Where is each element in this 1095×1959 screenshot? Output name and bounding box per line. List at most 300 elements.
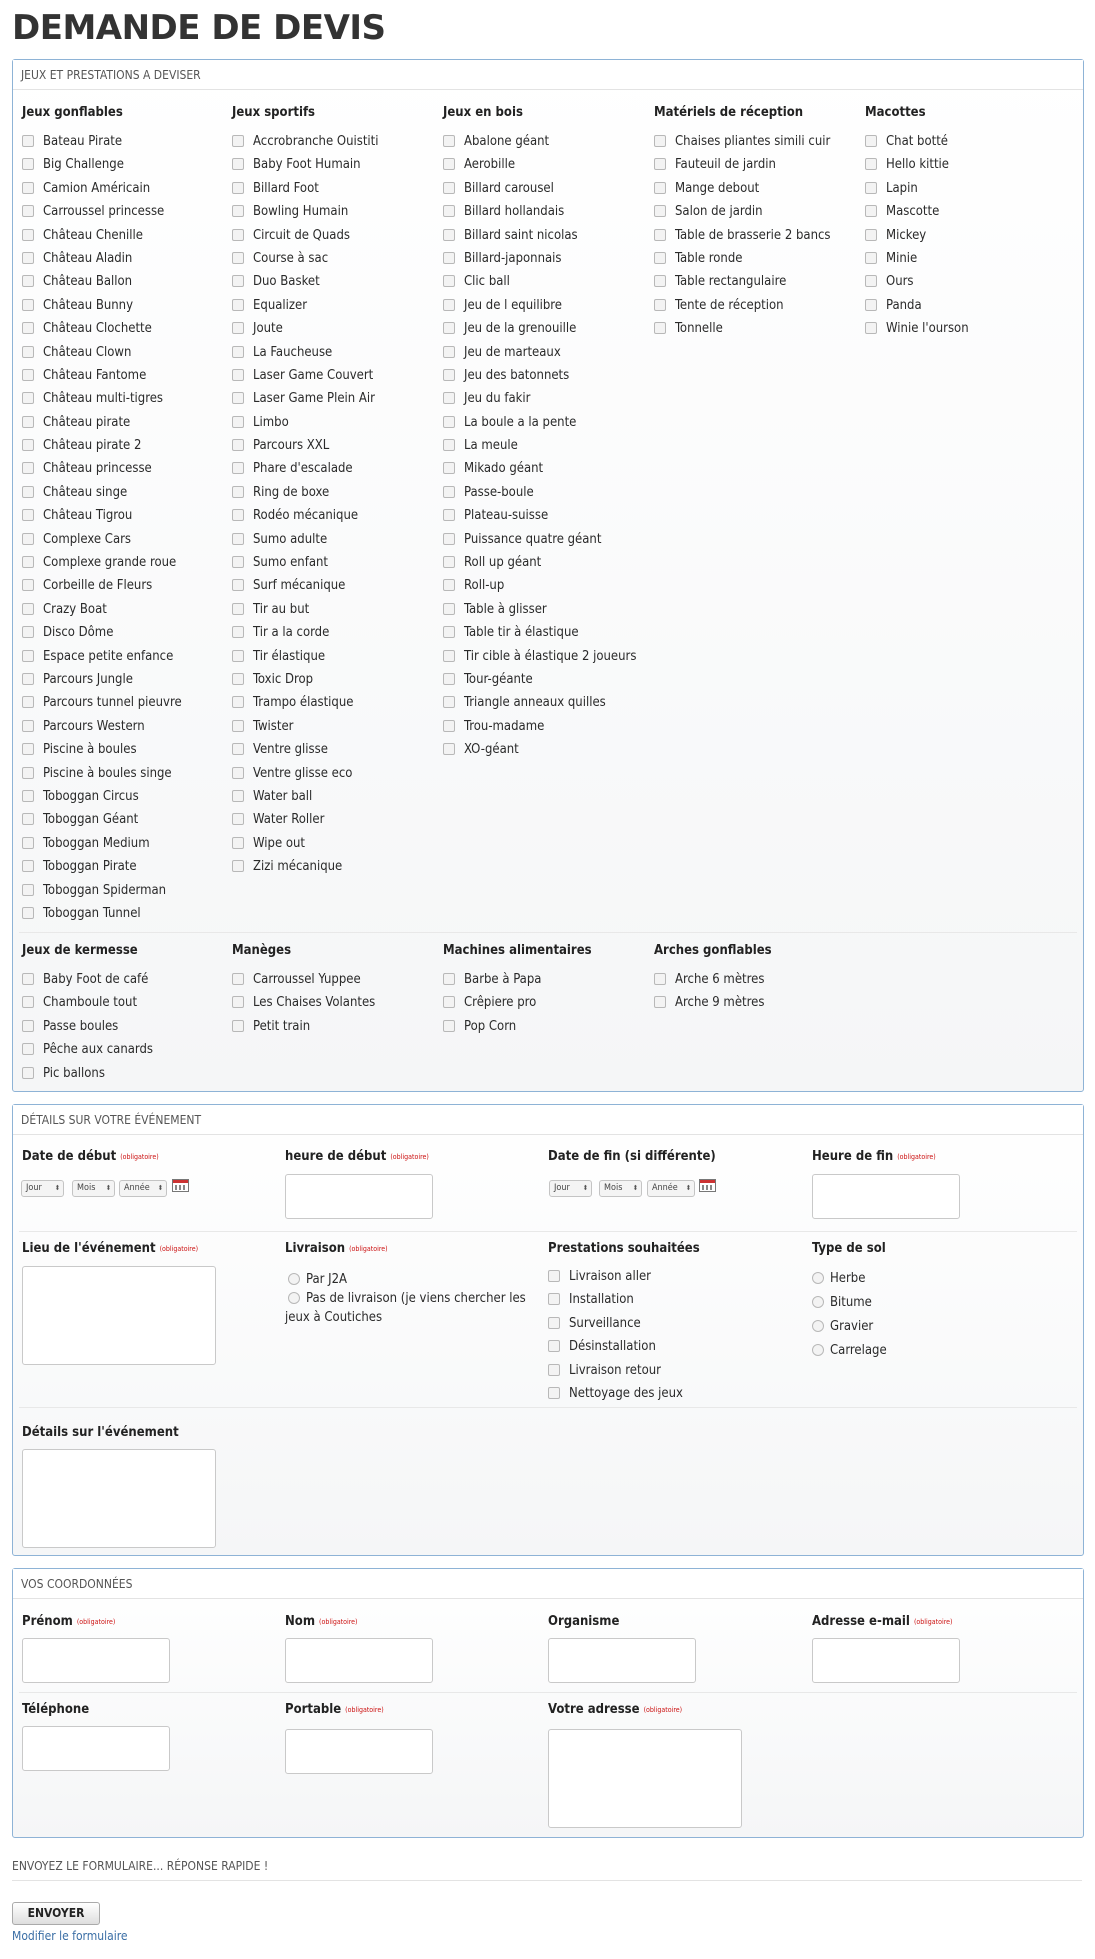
event-row-separator (19, 1407, 1077, 1408)
option-toboggan-tunnel[interactable] (13, 902, 182, 925)
checkbox[interactable] (22, 556, 34, 568)
option-toboggan-medium[interactable] (13, 832, 182, 855)
checkbox[interactable] (22, 346, 34, 358)
option-tonnelle[interactable] (645, 317, 831, 340)
sol-option-carrelage[interactable] (812, 1341, 887, 1360)
option-table-rectangulaire[interactable] (645, 270, 831, 293)
option-arche-6-metres[interactable] (645, 968, 764, 991)
checkbox[interactable] (22, 673, 34, 685)
checkbox[interactable] (232, 416, 244, 428)
radio-button[interactable] (812, 1296, 824, 1308)
option-salon-de-jardin[interactable] (645, 200, 831, 223)
checkbox[interactable] (232, 462, 244, 474)
checkbox[interactable] (232, 486, 244, 498)
option-triangle-anneaux-quilles[interactable] (434, 691, 636, 714)
radio-button[interactable] (812, 1344, 824, 1356)
option-twister[interactable] (223, 715, 379, 738)
checkbox[interactable] (443, 996, 455, 1008)
option-ring-de-boxe[interactable] (223, 481, 379, 504)
checkbox[interactable] (232, 135, 244, 147)
date-fin-annee-select[interactable] (647, 1180, 695, 1197)
checkbox[interactable] (232, 720, 244, 732)
checkbox[interactable] (22, 533, 34, 545)
option-piscine-a-boules-singe[interactable] (13, 762, 182, 785)
heure-fin-input[interactable] (812, 1174, 960, 1219)
date-fin-mois-select[interactable] (599, 1180, 642, 1197)
modify-form-link[interactable]: Modifier le formulaire (12, 1929, 128, 1943)
calendar-icon[interactable] (699, 1179, 716, 1192)
option-accrobranche-ouistiti[interactable] (223, 130, 379, 153)
checkbox[interactable] (22, 837, 34, 849)
checkbox[interactable] (548, 1340, 560, 1352)
checkbox[interactable] (22, 229, 34, 241)
option-carroussel-yuppee[interactable] (223, 968, 375, 991)
option-nettoyage-des-jeux[interactable] (539, 1382, 683, 1405)
option-livraison-aller[interactable] (539, 1265, 683, 1288)
checkbox[interactable] (232, 369, 244, 381)
organisme-input[interactable] (548, 1638, 696, 1683)
option-joute[interactable] (223, 317, 379, 340)
checkbox[interactable] (443, 346, 455, 358)
option-phare-d-escalade[interactable] (223, 457, 379, 480)
option-chateau-bunny[interactable] (13, 294, 182, 317)
checkbox[interactable] (654, 158, 666, 170)
option-sumo-adulte[interactable] (223, 528, 379, 551)
checkbox[interactable] (232, 767, 244, 779)
checkbox[interactable] (443, 392, 455, 404)
checkbox[interactable] (232, 158, 244, 170)
checkbox[interactable] (443, 299, 455, 311)
option-billard-hollandais[interactable] (434, 200, 636, 223)
checkbox[interactable] (232, 252, 244, 264)
option-livraison-retour[interactable] (539, 1359, 683, 1382)
checkbox[interactable] (443, 533, 455, 545)
option-passe-boule[interactable] (434, 481, 636, 504)
checkbox[interactable] (232, 603, 244, 615)
checkbox[interactable] (232, 790, 244, 802)
option-passe-boules[interactable] (13, 1015, 153, 1038)
checkbox[interactable] (22, 790, 34, 802)
lieu-textarea[interactable] (22, 1266, 216, 1365)
checkbox[interactable] (443, 720, 455, 732)
checkbox[interactable] (22, 1067, 34, 1079)
checkbox[interactable] (232, 860, 244, 872)
option-chateau-clown[interactable] (13, 341, 182, 364)
checkbox[interactable] (232, 650, 244, 662)
option-desinstallation[interactable] (539, 1335, 683, 1358)
checkbox[interactable] (22, 743, 34, 755)
checkbox[interactable] (22, 767, 34, 779)
checkbox[interactable] (548, 1387, 560, 1399)
checkbox[interactable] (22, 205, 34, 217)
checkbox[interactable] (232, 533, 244, 545)
checkbox[interactable] (232, 626, 244, 638)
option-chateau-clochette[interactable] (13, 317, 182, 340)
checkbox[interactable] (865, 299, 877, 311)
checkbox[interactable] (443, 135, 455, 147)
option-panda[interactable] (856, 294, 969, 317)
option-la-boule-a-la-pente[interactable] (434, 411, 636, 434)
checkbox[interactable] (22, 439, 34, 451)
option-chateau-multi-tigres[interactable] (13, 387, 182, 410)
checkbox[interactable] (548, 1270, 560, 1282)
option-mickey[interactable] (856, 224, 969, 247)
option-complexe-grande-roue[interactable] (13, 551, 182, 574)
radio-button[interactable] (812, 1272, 824, 1284)
option-equalizer[interactable] (223, 294, 379, 317)
option-table-ronde[interactable] (645, 247, 831, 270)
option-xo-geant[interactable] (434, 738, 636, 761)
option-label: Table tir à élastique (464, 625, 579, 641)
checkbox[interactable] (22, 509, 34, 521)
option-clic-ball[interactable] (434, 270, 636, 293)
checkbox[interactable] (865, 182, 877, 194)
option-tir-au-but[interactable] (223, 598, 379, 621)
option-circuit-de-quads[interactable] (223, 224, 379, 247)
option-mascotte[interactable] (856, 200, 969, 223)
option-tir-elastique[interactable] (223, 645, 379, 668)
option-chateau-tigrou[interactable] (13, 504, 182, 527)
option-hello-kittie[interactable] (856, 153, 969, 176)
checkbox[interactable] (232, 579, 244, 591)
checkbox[interactable] (443, 275, 455, 287)
checkbox[interactable] (443, 252, 455, 264)
option-duo-basket[interactable] (223, 270, 379, 293)
checkbox[interactable] (22, 322, 34, 334)
checkbox[interactable] (232, 1020, 244, 1032)
option-pop-corn[interactable] (434, 1015, 541, 1038)
radio-button[interactable] (288, 1292, 300, 1304)
checkbox[interactable] (443, 369, 455, 381)
option-parcours-xxl[interactable] (223, 434, 379, 457)
option-puissance-quatre-geant[interactable] (434, 528, 636, 551)
option-parcours-tunnel-pieuvre[interactable] (13, 691, 182, 714)
adresse-textarea[interactable] (548, 1729, 742, 1828)
option-label: Baby Foot Humain (253, 157, 361, 173)
option-complexe-cars[interactable] (13, 528, 182, 551)
checkbox[interactable] (22, 486, 34, 498)
option-la-faucheuse[interactable] (223, 341, 379, 364)
option-toboggan-geant[interactable] (13, 808, 182, 831)
checkbox[interactable] (22, 650, 34, 662)
option-toboggan-spiderman[interactable] (13, 879, 182, 902)
checkbox[interactable] (654, 275, 666, 287)
option-tente-de-reception[interactable] (645, 294, 831, 317)
option-billard-saint-nicolas[interactable] (434, 224, 636, 247)
checkbox[interactable] (654, 996, 666, 1008)
option-tir-cible-a-elastique-2-joueurs[interactable] (434, 645, 636, 668)
option-surveillance[interactable] (539, 1312, 683, 1335)
option-wipe-out[interactable] (223, 832, 379, 855)
livraison-option-par-j2a[interactable] (285, 1270, 545, 1289)
option-course-a-sac[interactable] (223, 247, 379, 270)
checkbox[interactable] (865, 322, 877, 334)
option-jeu-des-batonnets[interactable] (434, 364, 636, 387)
send-button[interactable]: ENVOYER (12, 1902, 100, 1925)
email-input[interactable] (812, 1638, 960, 1683)
heure-debut-input[interactable] (285, 1174, 433, 1219)
radio-button[interactable] (812, 1320, 824, 1332)
checkbox[interactable] (443, 743, 455, 755)
option-toxic-drop[interactable] (223, 668, 379, 691)
checkbox[interactable] (443, 696, 455, 708)
checkbox[interactable] (865, 158, 877, 170)
option-camion-americain[interactable] (13, 177, 182, 200)
checkbox[interactable] (22, 996, 34, 1008)
option-jeu-de-l-equilibre[interactable] (434, 294, 636, 317)
checkbox[interactable] (22, 1020, 34, 1032)
date-debut-annee-select[interactable] (119, 1180, 167, 1197)
option-aerobille[interactable] (434, 153, 636, 176)
option-toboggan-pirate[interactable] (13, 855, 182, 878)
checkbox[interactable] (443, 650, 455, 662)
option-baby-foot-humain[interactable] (223, 153, 379, 176)
sol-option-herbe[interactable] (812, 1269, 865, 1288)
radio-button[interactable] (288, 1273, 300, 1285)
checkbox[interactable] (548, 1317, 560, 1329)
option-chamboule-tout[interactable] (13, 991, 153, 1014)
checkbox[interactable] (443, 579, 455, 591)
checkbox[interactable] (22, 813, 34, 825)
checkbox[interactable] (232, 556, 244, 568)
details-textarea[interactable] (22, 1449, 216, 1548)
option-chateau-pirate-2[interactable] (13, 434, 182, 457)
option-chateau-aladin[interactable] (13, 247, 182, 270)
checkbox[interactable] (865, 205, 877, 217)
option-chateau-ballon[interactable] (13, 270, 182, 293)
option-jeu-de-la-grenouille[interactable] (434, 317, 636, 340)
checkbox[interactable] (22, 416, 34, 428)
checkbox[interactable] (865, 252, 877, 264)
option-label: Château Clochette (43, 321, 152, 337)
option-chateau-chenille[interactable] (13, 224, 182, 247)
checkbox[interactable] (22, 462, 34, 474)
option-billard-carousel[interactable] (434, 177, 636, 200)
option-ours[interactable] (856, 270, 969, 293)
option-table-tir-a-elastique[interactable] (434, 621, 636, 644)
option-zizi-mecanique[interactable] (223, 855, 379, 878)
checkbox[interactable] (443, 205, 455, 217)
checkbox[interactable] (232, 837, 244, 849)
nom-input[interactable] (285, 1638, 433, 1683)
checkbox[interactable] (22, 275, 34, 287)
option-chateau-princesse[interactable] (13, 457, 182, 480)
option-plateau-suisse[interactable] (434, 504, 636, 527)
checkbox[interactable] (232, 509, 244, 521)
option-trou-madame[interactable] (434, 715, 636, 738)
option-crepiere-pro[interactable] (434, 991, 541, 1014)
checkbox[interactable] (548, 1293, 560, 1305)
checkbox[interactable] (22, 299, 34, 311)
checkbox[interactable] (232, 182, 244, 194)
option-barbe-a-papa[interactable] (434, 968, 541, 991)
checkbox[interactable] (22, 1043, 34, 1055)
option-trampo-elastique[interactable] (223, 691, 379, 714)
option-big-challenge[interactable] (13, 153, 182, 176)
checkbox[interactable] (443, 182, 455, 194)
livraison-option-pas-de-livraison[interactable] (285, 1289, 547, 1327)
option-baby-foot-de-cafe[interactable] (13, 968, 153, 991)
prenom-label-text: Prénom (22, 1614, 73, 1629)
checkbox[interactable] (232, 996, 244, 1008)
checkbox[interactable] (22, 603, 34, 615)
checkbox[interactable] (654, 252, 666, 264)
option-minie[interactable] (856, 247, 969, 270)
checkbox[interactable] (22, 579, 34, 591)
option-ventre-glisse-eco[interactable] (223, 762, 379, 785)
sol-option-gravier[interactable] (812, 1317, 873, 1336)
checkbox[interactable] (654, 299, 666, 311)
option-espace-petite-enfance[interactable] (13, 645, 182, 668)
checkbox[interactable] (443, 603, 455, 615)
option-chat-botte[interactable] (856, 130, 969, 153)
option-pic-ballons[interactable] (13, 1062, 153, 1085)
telephone-input[interactable] (22, 1726, 170, 1771)
checkbox[interactable] (22, 860, 34, 872)
option-roll-up-geant[interactable] (434, 551, 636, 574)
checkbox[interactable] (232, 392, 244, 404)
option-toboggan-circus[interactable] (13, 785, 182, 808)
checkbox[interactable] (22, 907, 34, 919)
checkbox[interactable] (22, 252, 34, 264)
sol-option-bitume[interactable] (812, 1293, 872, 1312)
calendar-icon[interactable] (172, 1179, 189, 1192)
checkbox[interactable] (443, 462, 455, 474)
checkbox[interactable] (232, 346, 244, 358)
option-crazy-boat[interactable] (13, 598, 182, 621)
checkbox[interactable] (232, 299, 244, 311)
checkbox[interactable] (865, 229, 877, 241)
checkbox[interactable] (232, 696, 244, 708)
option-mikado-geant[interactable] (434, 457, 636, 480)
checkbox[interactable] (232, 973, 244, 985)
option-bateau-pirate[interactable] (13, 130, 182, 153)
option-chateau-singe[interactable] (13, 481, 182, 504)
checkbox[interactable] (548, 1364, 560, 1376)
checkbox[interactable] (654, 322, 666, 334)
option-sumo-enfant[interactable] (223, 551, 379, 574)
option-laser-game-plein-air[interactable] (223, 387, 379, 410)
checkbox[interactable] (232, 229, 244, 241)
checkbox[interactable] (443, 486, 455, 498)
checkbox[interactable] (22, 696, 34, 708)
option-table-de-brasserie-2-bancs[interactable] (645, 224, 831, 247)
option-chateau-fantome[interactable] (13, 364, 182, 387)
option-chaises-pliantes-simili-cuir[interactable] (645, 130, 831, 153)
checkbox[interactable] (654, 135, 666, 147)
checkbox[interactable] (443, 626, 455, 638)
option-rodeo-mecanique[interactable] (223, 504, 379, 527)
checkbox[interactable] (22, 392, 34, 404)
checkbox[interactable] (443, 1020, 455, 1032)
option-installation[interactable] (539, 1288, 683, 1311)
option-jeu-de-marteaux[interactable] (434, 341, 636, 364)
option-billard-foot[interactable] (223, 177, 379, 200)
option-parcours-jungle[interactable] (13, 668, 182, 691)
option-water-roller[interactable] (223, 808, 379, 831)
option-fauteuil-de-jardin[interactable] (645, 153, 831, 176)
portable-input[interactable] (285, 1729, 433, 1774)
option-laser-game-couvert[interactable] (223, 364, 379, 387)
checkbox[interactable] (22, 369, 34, 381)
checkbox[interactable] (443, 322, 455, 334)
option-la-meule[interactable] (434, 434, 636, 457)
option-limbo[interactable] (223, 411, 379, 434)
option-chateau-pirate[interactable] (13, 411, 182, 434)
checkbox[interactable] (654, 205, 666, 217)
checkbox[interactable] (232, 275, 244, 287)
option-winie-l-ourson[interactable] (856, 317, 969, 340)
checkbox[interactable] (443, 416, 455, 428)
option-lapin[interactable] (856, 177, 969, 200)
option-tour-geante[interactable] (434, 668, 636, 691)
option-les-chaises-volantes[interactable] (223, 991, 375, 1014)
option-billard-japonnais[interactable] (434, 247, 636, 270)
checkbox[interactable] (443, 556, 455, 568)
footer-separator (12, 1880, 1082, 1881)
checkbox[interactable] (443, 439, 455, 451)
option-mange-debout[interactable] (645, 177, 831, 200)
checkbox[interactable] (232, 205, 244, 217)
checkbox[interactable] (232, 322, 244, 334)
option-jeu-du-fakir[interactable] (434, 387, 636, 410)
checkbox[interactable] (22, 884, 34, 896)
option-carroussel-princesse[interactable] (13, 200, 182, 223)
checkbox[interactable] (654, 229, 666, 241)
option-water-ball[interactable] (223, 785, 379, 808)
option-abalone-geant[interactable] (434, 130, 636, 153)
checkbox[interactable] (443, 673, 455, 685)
option-arche-9-metres[interactable] (645, 991, 764, 1014)
checkbox[interactable] (22, 158, 34, 170)
prenom-input[interactable] (22, 1638, 170, 1683)
option-tir-a-la-corde[interactable] (223, 621, 379, 644)
checkbox[interactable] (22, 135, 34, 147)
checkbox[interactable] (443, 158, 455, 170)
date-debut-jour-select[interactable] (21, 1180, 64, 1197)
option-piscine-a-boules[interactable] (13, 738, 182, 761)
option-corbeille-de-fleurs[interactable] (13, 574, 182, 597)
checkbox[interactable] (865, 135, 877, 147)
checkbox[interactable] (865, 275, 877, 287)
checkbox[interactable] (443, 973, 455, 985)
option-parcours-western[interactable] (13, 715, 182, 738)
checkbox[interactable] (654, 182, 666, 194)
checkbox[interactable] (232, 673, 244, 685)
option-bowling-humain[interactable] (223, 200, 379, 223)
checkbox[interactable] (22, 973, 34, 985)
option-petit-train[interactable] (223, 1015, 375, 1038)
option-surf-mecanique[interactable] (223, 574, 379, 597)
checkbox[interactable] (654, 973, 666, 985)
checkbox[interactable] (443, 509, 455, 521)
option-disco-dome[interactable] (13, 621, 182, 644)
checkbox[interactable] (22, 182, 34, 194)
option-table-a-glisser[interactable] (434, 598, 636, 621)
option-ventre-glisse[interactable] (223, 738, 379, 761)
date-fin-jour-select[interactable] (549, 1180, 592, 1197)
checkbox[interactable] (232, 439, 244, 451)
option-roll-up[interactable] (434, 574, 636, 597)
option-label: Toboggan Pirate (43, 859, 137, 875)
checkbox[interactable] (232, 813, 244, 825)
option-peche-aux-canards[interactable] (13, 1038, 153, 1061)
checkbox[interactable] (232, 743, 244, 755)
checkbox[interactable] (443, 229, 455, 241)
checkbox[interactable] (22, 720, 34, 732)
date-debut-mois-select[interactable] (72, 1180, 115, 1197)
checkbox[interactable] (22, 626, 34, 638)
